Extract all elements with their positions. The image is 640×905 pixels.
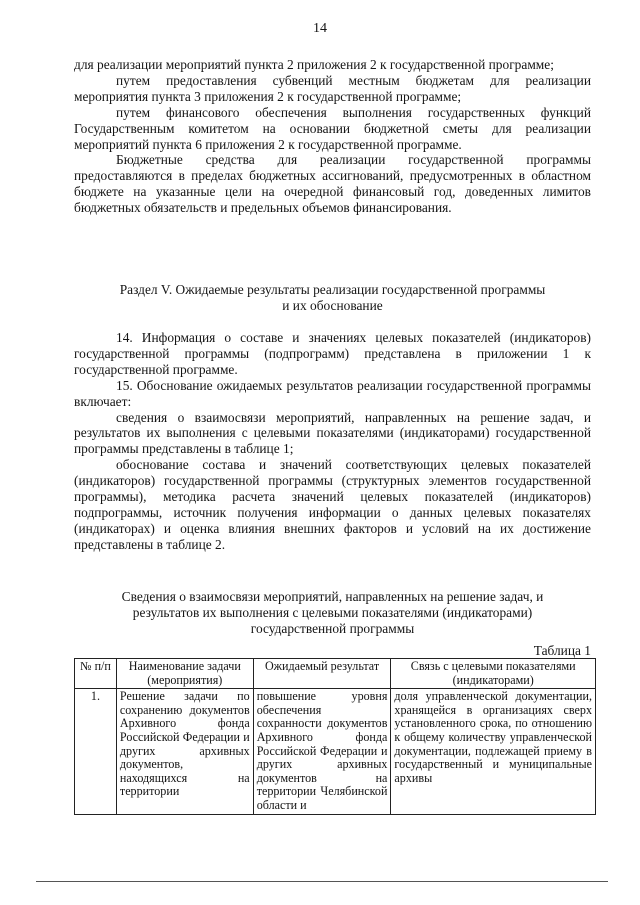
page-number: 14 — [313, 21, 327, 36]
paragraph: сведения о взаимосвязи мероприятий, направленных на решение задач, и результатов их выполнения с целевыми показателями (индикаторами) государственной программы представлены в таблице 1; — [74, 409, 591, 457]
table-caption — [74, 589, 591, 637]
table-caption-line-2: результатов их выполнения с целевыми показателями (индикаторами) — [132, 604, 533, 620]
table-caption-line-3: государственной программы — [250, 620, 415, 636]
cell-task-name: Решение задачи по сохранению документов Архивного фонда Российской Федерации и других архивных документов, находящихся на территории — [116, 689, 253, 814]
header-number: № п/п — [75, 659, 117, 689]
paragraph: обоснование состава и значений соответствующих целевых показателей (индикаторов) государственной программы (структурных элементов государственной программы), методика расчета значений целевых показателей (индикаторов) подпрограммы, источник получения информации о данных целевых показателях (индикаторах) и оценка влияния внешних факторов и условий на их достижение представлены в таблице 2. — [74, 457, 591, 552]
header-task-name: Наименование задачи (мероприятия) — [116, 659, 253, 689]
paragraph: для реализации мероприятий пункта 2 приложения 2 к государственной программе; — [74, 57, 554, 72]
header-indicator-link: Связь с целевыми показателями (индикаторами) — [391, 659, 596, 689]
cell-indicator-link: доля управленческой документации, хранящейся в организациях сверх установленного срока, по отношению к общему количеству управленческой документации, подлежащей приему в государственный и муниципальные архивы — [391, 689, 596, 814]
page-bottom-divider — [36, 881, 608, 882]
paragraph: 15. Обоснование ожидаемых результатов реализации государственной программы включает: — [74, 377, 591, 409]
paragraph: путем предоставления субвенций местным бюджетам для реализации мероприятия пункта 3 приложения 2 к государственной программе; — [74, 72, 591, 104]
cell-expected-result: повышение уровня обеспечения сохранности документов Архивного фонда Российской Федерации и других архивных документов на территории Челябинской области и — [253, 689, 391, 814]
body-text-block-2 — [74, 330, 591, 553]
table-row — [75, 689, 596, 814]
paragraph: путем финансового обеспечения выполнения государственных функций Государственным комитетом на основании бюджетной сметы для реализации мероприятий пункта 6 приложения 2 к государственной программе. — [74, 104, 591, 152]
header-expected-result: Ожидаемый результат — [253, 659, 391, 689]
section-title-line-1: Раздел V. Ожидаемые результаты реализации государственной программы — [119, 282, 546, 297]
table-number: Таблица 1 — [533, 643, 591, 658]
table-header-row — [75, 659, 596, 689]
paragraph: 14. Информация о составе и значениях целевых показателей (индикаторов) государственной программы (подпрограмм) представлена в приложении 1 к государственной программе. — [74, 330, 591, 377]
table-caption-line-1: Сведения о взаимосвязи мероприятий, направленных на решение задач, и — [121, 589, 544, 604]
results-table — [74, 658, 596, 815]
section-title-line-2: и их обоснование — [282, 297, 383, 313]
section-title — [74, 282, 591, 314]
body-text-block-1 — [74, 57, 591, 216]
cell-number: 1. — [75, 689, 117, 814]
paragraph: Бюджетные средства для реализации государственной программы предоставляются в пределах бюджетных ассигнований, предусмотренных в областном бюджете на указанные цели на очередной финансовый год, доведенных лимитов бюджетных обязательств и предельных объемов финансирования. — [74, 152, 591, 216]
